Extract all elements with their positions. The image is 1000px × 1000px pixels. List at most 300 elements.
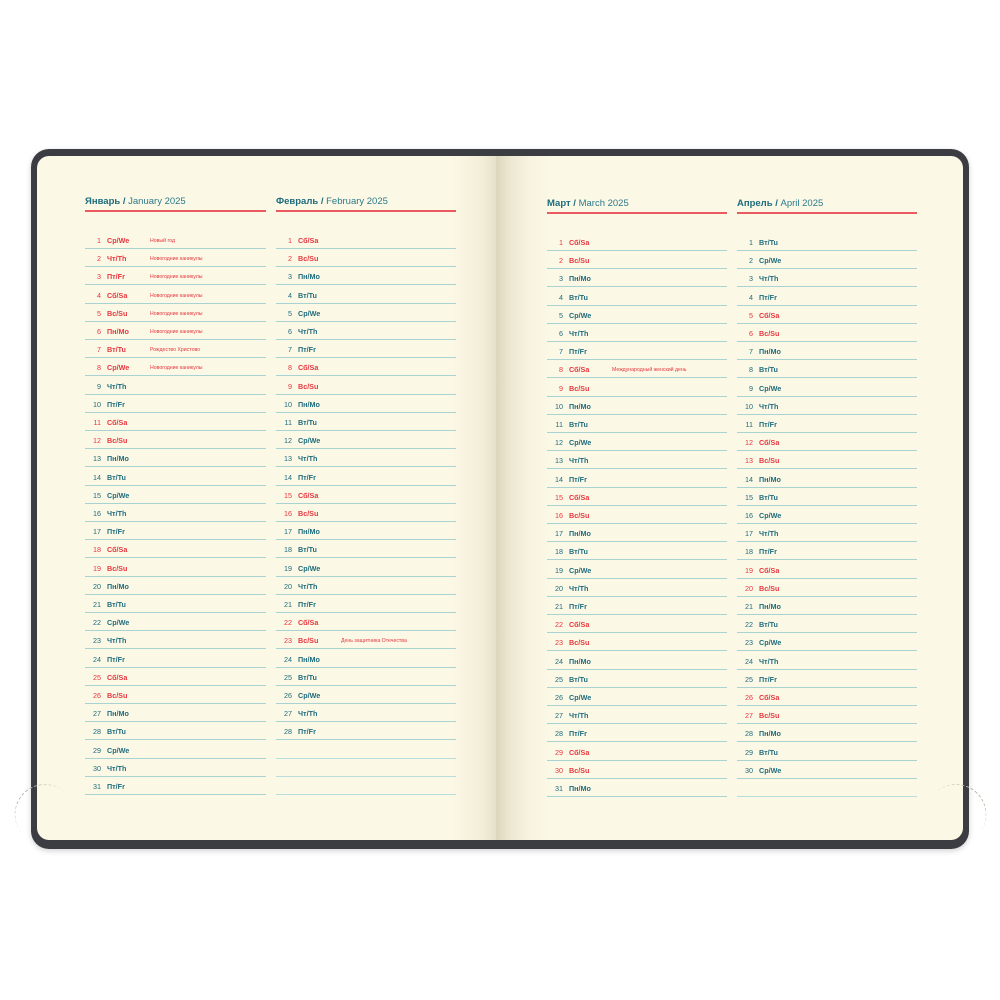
weekday-label: Вс/Su — [569, 256, 590, 266]
weekday-label: Вт/Tu — [298, 672, 317, 682]
day-row — [547, 541, 727, 560]
weekday-label: Ср/We — [569, 565, 592, 575]
weekday-label: Вс/Su — [107, 308, 128, 318]
day-number: 13 — [284, 454, 292, 464]
day-row — [85, 521, 266, 540]
weekday-label: Вт/Tu — [569, 674, 588, 684]
day-number: 11 — [93, 418, 101, 428]
day-row — [547, 450, 727, 469]
month-title-en: January 2025 — [128, 196, 186, 207]
weekday-label: Пт/Fr — [298, 600, 316, 610]
day-row — [737, 341, 917, 360]
weekday-label: Пт/Fr — [759, 420, 777, 430]
weekday-label: Сб/Sa — [569, 492, 590, 502]
day-number: 18 — [745, 547, 753, 557]
day-row — [85, 612, 266, 631]
weekday-label: Чт/Th — [298, 454, 318, 464]
holiday-note: Новогодние каникулы — [150, 310, 203, 317]
day-number: 22 — [93, 618, 101, 628]
day-number: 22 — [745, 620, 753, 630]
weekday-label: Вт/Tu — [569, 547, 588, 557]
day-row — [547, 268, 727, 287]
day-row — [85, 285, 266, 304]
day-number: 23 — [555, 638, 563, 648]
weekday-label: Чт/Th — [759, 401, 779, 411]
day-row — [737, 760, 917, 779]
weekday-label: Ср/We — [107, 745, 130, 755]
day-number: 17 — [93, 527, 101, 537]
day-number: 5 — [288, 308, 292, 318]
day-row — [547, 760, 727, 779]
day-number: 28 — [745, 729, 753, 739]
weekday-label: Вс/Su — [569, 638, 590, 648]
day-number: 24 — [555, 656, 563, 666]
day-row — [276, 321, 456, 340]
day-number: 10 — [284, 399, 292, 409]
weekday-label: Вт/Tu — [569, 292, 588, 302]
weekday-label: Чт/Th — [569, 329, 589, 339]
day-row — [547, 305, 727, 324]
day-row — [737, 396, 917, 415]
day-number: 25 — [93, 672, 101, 682]
day-number: 19 — [93, 563, 101, 573]
day-number: 9 — [559, 383, 563, 393]
weekday-label: Пт/Fr — [759, 547, 777, 557]
day-row — [737, 268, 917, 287]
day-number: 26 — [93, 691, 101, 701]
weekday-label: Ср/We — [759, 511, 782, 521]
day-row — [547, 669, 727, 688]
day-number: 3 — [288, 272, 292, 282]
day-row — [737, 432, 917, 451]
day-row — [276, 594, 456, 613]
day-row — [276, 667, 456, 686]
weekday-label: Ср/We — [298, 436, 321, 446]
day-number: 14 — [93, 472, 101, 482]
weekday-label: Вс/Su — [298, 509, 319, 519]
weekday-label: Пт/Fr — [298, 345, 316, 355]
weekday-label: Сб/Sa — [569, 238, 590, 248]
day-row — [276, 649, 456, 668]
weekday-label: Сб/Sa — [569, 365, 590, 375]
day-number: 27 — [555, 711, 563, 721]
day-row — [737, 541, 917, 560]
day-number: 7 — [559, 347, 563, 357]
weekday-label: Чт/Th — [569, 456, 589, 466]
day-row — [737, 723, 917, 742]
day-row — [737, 232, 917, 251]
day-row — [276, 539, 456, 558]
day-number: 30 — [745, 765, 753, 775]
weekday-label: Пн/Mo — [569, 401, 591, 411]
weekday-label: Вт/Tu — [759, 620, 778, 630]
day-number: 28 — [93, 727, 101, 737]
weekday-label: Пн/Mo — [759, 474, 781, 484]
weekday-label: Вт/Tu — [759, 365, 778, 375]
month-title-en: March 2025 — [578, 198, 629, 209]
day-row — [85, 630, 266, 649]
weekday-label: Ср/We — [759, 765, 782, 775]
day-number: 7 — [288, 345, 292, 355]
weekday-label: Сб/Sa — [759, 438, 780, 448]
weekday-label: Ср/We — [759, 383, 782, 393]
weekday-label: Чт/Th — [759, 274, 779, 284]
day-number: 21 — [93, 600, 101, 610]
weekday-label: Вс/Su — [569, 765, 590, 775]
day-number: 13 — [745, 456, 753, 466]
day-number: 9 — [749, 383, 753, 393]
day-number: 27 — [284, 709, 292, 719]
day-row — [276, 339, 456, 358]
day-number: 15 — [284, 490, 292, 500]
weekday-label: Вт/Tu — [298, 290, 317, 300]
holiday-note: Новогодние каникулы — [150, 256, 203, 263]
day-number: 8 — [559, 365, 563, 375]
day-row — [737, 287, 917, 306]
day-number: 27 — [93, 709, 101, 719]
corner-stitch — [2, 772, 87, 857]
weekday-label: Пт/Fr — [298, 472, 316, 482]
weekday-label: Ср/We — [107, 236, 130, 246]
day-row — [737, 414, 917, 433]
weekday-label: Пн/Mo — [107, 327, 129, 337]
day-row — [85, 685, 266, 704]
day-number: 15 — [93, 490, 101, 500]
weekday-label: Ср/We — [569, 438, 592, 448]
day-row — [547, 378, 727, 397]
day-row — [547, 487, 727, 506]
day-number: 14 — [284, 472, 292, 482]
day-number: 28 — [555, 729, 563, 739]
day-row — [85, 703, 266, 722]
month-title: Январь / January 2025 — [85, 196, 186, 207]
holiday-note: Международный женский день — [612, 367, 687, 374]
day-number: 1 — [288, 236, 292, 246]
weekday-label: Вт/Tu — [298, 418, 317, 428]
weekday-label: Чт/Th — [107, 381, 127, 391]
weekday-label: Пт/Fr — [569, 602, 587, 612]
holiday-note: День защитника Отечества — [341, 638, 407, 645]
day-number: 6 — [97, 327, 101, 337]
day-row — [85, 357, 266, 376]
day-number: 4 — [288, 290, 292, 300]
weekday-label: Ср/We — [759, 638, 782, 648]
day-row — [85, 339, 266, 358]
day-number: 8 — [288, 363, 292, 373]
day-number: 10 — [555, 401, 563, 411]
day-number: 27 — [745, 711, 753, 721]
day-number: 7 — [97, 345, 101, 355]
day-row — [85, 594, 266, 613]
day-row — [85, 503, 266, 522]
day-row — [85, 394, 266, 413]
weekday-label: Вс/Su — [298, 636, 319, 646]
day-number: 30 — [555, 765, 563, 775]
day-row — [276, 576, 456, 595]
holiday-note: Новый год — [150, 238, 176, 245]
weekday-label: Пт/Fr — [107, 527, 125, 537]
day-row — [547, 232, 727, 251]
day-row — [85, 248, 266, 267]
weekday-label: Сб/Sa — [569, 747, 590, 757]
weekday-label: Вс/Su — [107, 691, 128, 701]
weekday-label: Вс/Su — [759, 583, 780, 593]
day-row — [276, 448, 456, 467]
weekday-label: Чт/Th — [298, 581, 318, 591]
month-title-en: April 2025 — [780, 198, 824, 209]
day-number: 2 — [559, 256, 563, 266]
weekday-label: Вс/Su — [107, 436, 128, 446]
day-number: 14 — [555, 474, 563, 484]
weekday-label: Чт/Th — [569, 711, 589, 721]
day-row — [85, 376, 266, 395]
weekday-label: Пн/Mo — [107, 709, 129, 719]
day-number: 31 — [555, 784, 563, 794]
weekday-label: Вт/Tu — [107, 472, 126, 482]
day-row — [547, 687, 727, 706]
day-number: 29 — [93, 745, 101, 755]
day-row — [85, 412, 266, 431]
day-row — [85, 667, 266, 686]
day-number: 6 — [559, 329, 563, 339]
month-title-ru: Январь — [85, 196, 121, 207]
day-number: 16 — [93, 509, 101, 519]
day-number: 19 — [555, 565, 563, 575]
day-row — [737, 378, 917, 397]
day-number: 15 — [555, 492, 563, 502]
day-row — [276, 248, 456, 267]
day-number: 6 — [749, 329, 753, 339]
day-number: 23 — [284, 636, 292, 646]
weekday-label: Вс/Su — [759, 711, 780, 721]
day-row — [547, 632, 727, 651]
weekday-label: Чт/Th — [107, 763, 127, 773]
day-row — [276, 467, 456, 486]
weekday-label: Вс/Su — [298, 381, 319, 391]
day-number: 13 — [555, 456, 563, 466]
day-number: 15 — [745, 492, 753, 502]
day-number: 2 — [97, 254, 101, 264]
empty-ruled-line — [737, 778, 917, 797]
day-row — [276, 285, 456, 304]
day-number: 17 — [555, 529, 563, 539]
day-row — [737, 523, 917, 542]
empty-ruled-line — [276, 740, 456, 759]
day-row — [547, 287, 727, 306]
day-number: 29 — [555, 747, 563, 757]
holiday-note: Рождество Христово — [150, 347, 201, 354]
day-row — [276, 357, 456, 376]
day-row — [547, 323, 727, 342]
weekday-label: Сб/Sa — [759, 693, 780, 703]
month-title: Апрель / April 2025 — [737, 198, 824, 209]
day-number: 12 — [745, 438, 753, 448]
weekday-label: Ср/We — [569, 310, 592, 320]
weekday-label: Пт/Fr — [569, 347, 587, 357]
weekday-label: Чт/Th — [298, 709, 318, 719]
weekday-label: Вт/Tu — [759, 747, 778, 757]
day-row — [85, 758, 266, 777]
empty-ruled-line — [276, 776, 456, 795]
day-row — [547, 359, 727, 378]
day-row — [737, 705, 917, 724]
weekday-label: Сб/Sa — [107, 418, 128, 428]
day-number: 1 — [749, 238, 753, 248]
weekday-label: Пт/Fr — [759, 674, 777, 684]
day-row — [276, 303, 456, 322]
day-row — [547, 705, 727, 724]
day-row — [276, 394, 456, 413]
weekday-label: Пт/Fr — [569, 474, 587, 484]
weekday-label: Пн/Mo — [107, 454, 129, 464]
day-number: 26 — [745, 693, 753, 703]
month-title-ru: Февраль — [276, 196, 319, 207]
day-number: 10 — [745, 401, 753, 411]
weekday-label: Ср/We — [107, 618, 130, 628]
weekday-label: Пт/Fr — [107, 782, 125, 792]
day-number: 31 — [93, 782, 101, 792]
weekday-label: Чт/Th — [107, 254, 127, 264]
day-number: 21 — [284, 600, 292, 610]
day-row — [547, 742, 727, 761]
weekday-label: Чт/Th — [107, 636, 127, 646]
day-number: 9 — [97, 381, 101, 391]
weekday-label: Сб/Sa — [107, 290, 128, 300]
day-row — [85, 776, 266, 795]
weekday-label: Ср/We — [107, 363, 130, 373]
weekday-label: Вт/Tu — [759, 238, 778, 248]
day-row — [737, 651, 917, 670]
day-number: 24 — [93, 654, 101, 664]
day-row — [276, 376, 456, 395]
day-number: 17 — [745, 529, 753, 539]
month-title-rule — [547, 212, 727, 214]
day-number: 5 — [97, 308, 101, 318]
day-row — [737, 450, 917, 469]
day-number: 8 — [749, 365, 753, 375]
day-row — [85, 740, 266, 759]
day-row — [547, 432, 727, 451]
weekday-label: Вт/Tu — [107, 600, 126, 610]
weekday-label: Вс/Su — [107, 563, 128, 573]
day-number: 24 — [745, 656, 753, 666]
day-row — [85, 721, 266, 740]
weekday-label: Пн/Mo — [298, 272, 320, 282]
day-number: 1 — [559, 238, 563, 248]
weekday-label: Пт/Fr — [759, 292, 777, 302]
day-number: 18 — [284, 545, 292, 555]
day-row — [85, 266, 266, 285]
weekday-label: Пт/Fr — [569, 729, 587, 739]
day-row — [276, 521, 456, 540]
month-title-rule — [85, 210, 266, 212]
weekday-label: Пн/Mo — [569, 274, 591, 284]
weekday-label: Пт/Fr — [107, 272, 125, 282]
weekday-label: Сб/Sa — [107, 545, 128, 555]
day-row — [737, 359, 917, 378]
day-number: 25 — [555, 674, 563, 684]
weekday-label: Пн/Mo — [298, 399, 320, 409]
day-number: 20 — [93, 581, 101, 591]
weekday-label: Сб/Sa — [569, 620, 590, 630]
day-row — [547, 614, 727, 633]
weekday-label: Вс/Su — [759, 329, 780, 339]
day-number: 30 — [93, 763, 101, 773]
weekday-label: Сб/Sa — [298, 236, 319, 246]
weekday-label: Чт/Th — [759, 529, 779, 539]
day-row — [85, 448, 266, 467]
weekday-label: Вт/Tu — [759, 492, 778, 502]
day-row — [737, 742, 917, 761]
day-number: 4 — [749, 292, 753, 302]
day-number: 26 — [555, 693, 563, 703]
day-row — [547, 469, 727, 488]
day-row — [85, 230, 266, 249]
day-row — [276, 412, 456, 431]
day-row — [737, 560, 917, 579]
day-number: 3 — [749, 274, 753, 284]
day-row — [547, 341, 727, 360]
day-row — [737, 323, 917, 342]
weekday-label: Пн/Mo — [759, 602, 781, 612]
weekday-label: Вт/Tu — [107, 727, 126, 737]
weekday-label: Ср/We — [298, 691, 321, 701]
day-number: 2 — [288, 254, 292, 264]
weekday-label: Сб/Sa — [759, 565, 780, 575]
corner-stitch — [913, 772, 998, 857]
day-row — [85, 321, 266, 340]
day-row — [547, 560, 727, 579]
day-row — [737, 669, 917, 688]
day-row — [276, 630, 456, 649]
day-row — [547, 651, 727, 670]
day-number: 19 — [745, 565, 753, 575]
day-row — [276, 685, 456, 704]
holiday-note: Новогодние каникулы — [150, 274, 203, 281]
weekday-label: Пт/Fr — [107, 654, 125, 664]
day-number: 11 — [745, 420, 753, 430]
day-row — [737, 687, 917, 706]
day-row — [85, 485, 266, 504]
weekday-label: Пн/Mo — [298, 527, 320, 537]
day-row — [85, 467, 266, 486]
day-row — [276, 485, 456, 504]
day-number: 25 — [284, 672, 292, 682]
day-number: 17 — [284, 527, 292, 537]
day-row — [85, 649, 266, 668]
day-number: 24 — [284, 654, 292, 664]
weekday-label: Ср/We — [107, 490, 130, 500]
weekday-label: Сб/Sa — [759, 310, 780, 320]
day-row — [737, 614, 917, 633]
day-number: 9 — [288, 381, 292, 391]
weekday-label: Пн/Mo — [569, 784, 591, 794]
day-row — [85, 303, 266, 322]
day-number: 23 — [93, 636, 101, 646]
day-number: 11 — [284, 418, 292, 428]
day-number: 8 — [97, 363, 101, 373]
day-number: 18 — [555, 547, 563, 557]
day-row — [276, 230, 456, 249]
day-number: 20 — [555, 583, 563, 593]
day-row — [547, 778, 727, 797]
month-title: Февраль / February 2025 — [276, 196, 388, 207]
day-row — [547, 596, 727, 615]
day-number: 25 — [745, 674, 753, 684]
day-number: 18 — [93, 545, 101, 555]
day-number: 4 — [97, 290, 101, 300]
weekday-label: Пн/Mo — [759, 729, 781, 739]
